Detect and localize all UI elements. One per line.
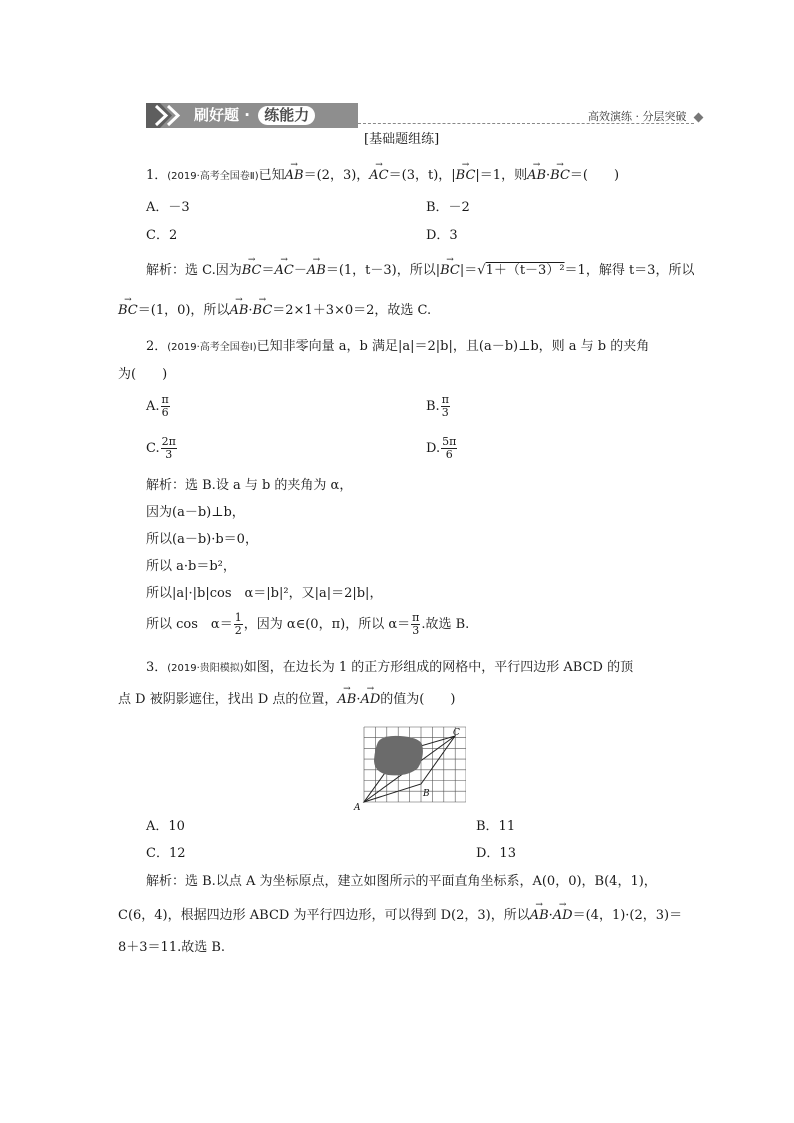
q2-solution-5: 所以|a|·|b|cos α＝|b|²，又|a|＝2|b|，	[146, 586, 383, 601]
q1-solution-text: ＝(1，0)，所以	[137, 303, 230, 318]
frac-den: 3	[441, 406, 449, 420]
q1-solution-text: ＝(1，t－3)，所以|	[325, 263, 441, 278]
q1-option-a[interactable]: A．－3	[146, 200, 190, 215]
q2-option-d[interactable]	[426, 436, 458, 461]
q1-solution-text: ＝2×1＋3×0＝2，故选 C.	[272, 303, 432, 318]
q1-text: |＝1，则	[475, 168, 528, 183]
vector-bc: → BC	[456, 169, 476, 184]
q2-solution-1: 解析：选 B.设 a 与 b 的夹角为 α，	[146, 478, 353, 493]
q2-text: 已知非零向量 a，b 满足|a|＝2|b|，且(a－b)⊥b，则 a 与 b 的夹角	[256, 339, 650, 354]
q3-solution-text: C(6，4)，根据四边形 ABCD 为平行四边形，可以得到 D(2，3)，所以	[118, 908, 530, 923]
vector-ab: → AB	[307, 264, 326, 279]
q2-solution-6	[146, 612, 469, 637]
section-title: [基础题组练]	[364, 132, 440, 147]
q3-text: ·	[356, 692, 361, 707]
fraction	[441, 394, 450, 419]
label-b: B	[423, 789, 430, 799]
banner-title-part1: 刷好题	[194, 106, 240, 124]
q1-solution-text: 解析：选 C.因为	[146, 263, 242, 278]
q3-option-b[interactable]: B．11	[476, 819, 516, 834]
q1-text: ＝( )	[569, 168, 620, 183]
q2-stem-line1	[146, 340, 649, 355]
frac-num: 2π	[161, 435, 176, 448]
option-label: C.	[146, 441, 160, 457]
q3-stem-line1	[146, 661, 633, 676]
vector-ab: → AB	[527, 169, 546, 184]
q3-stem-line2	[118, 693, 455, 708]
frac-den: 6	[161, 406, 169, 420]
q2-solution-2: 因为(a－b)⊥b，	[146, 505, 245, 520]
q3-source: (2019·贵阳模拟)	[167, 663, 244, 674]
vector-bc: → BC	[242, 264, 262, 279]
option-label: B.	[426, 399, 440, 415]
vector-ac: → AC	[369, 169, 388, 184]
q1-source: (2019·高考全国卷Ⅱ)	[167, 171, 259, 182]
q1-text: ＝(2，3)，	[303, 168, 370, 183]
q3-solution-line3: 8＋3＝11.故选 B.	[118, 940, 226, 955]
vector-ab: → AB	[530, 909, 549, 924]
q2-solution-text: .故选 B.	[421, 617, 470, 633]
header-right-text: 高效演练 · 分层突破	[588, 110, 687, 123]
q1-solution-text: ＝1，解得 t＝3，所以	[564, 263, 695, 278]
option-label: D.	[426, 441, 441, 457]
q2-option-c[interactable]	[146, 436, 178, 461]
vector-bc: → BC	[118, 304, 138, 319]
shaded-blob	[374, 736, 423, 775]
q2-source: (2019·高考全国卷Ⅰ)	[167, 342, 257, 353]
q1-text: 已知	[258, 168, 285, 183]
vector-bc: → BC	[550, 169, 570, 184]
q1-solution-text: －	[293, 263, 307, 278]
q2-stem-line2: 为( )	[118, 367, 168, 382]
frac-num: 1	[234, 611, 242, 624]
q2-solution-3: 所以(a－b)·b＝0，	[146, 532, 258, 547]
frac-den: 6	[445, 448, 453, 462]
banner-title-dot: ·	[244, 106, 250, 124]
q1-text: ＝(3，t)，|	[388, 168, 456, 183]
q3-text: 点 D 被阴影遮住，找出 D 点的位置，	[118, 692, 338, 707]
vector-ab: → AB	[229, 304, 248, 319]
q1-solution-text: ·	[248, 303, 253, 318]
q3-solution-line2	[118, 909, 682, 924]
q1-solution-line2	[118, 304, 431, 319]
grid-figure	[352, 722, 466, 812]
fraction	[161, 436, 177, 461]
frac-den: 3	[165, 448, 173, 462]
frac-den: 2	[234, 624, 242, 638]
q1-solution-line1: 解析：选 C.因为→ BC＝→ AC－→ AB＝(1，t－3)，所以|→ BC|＝√1＋（t－3）²＝1，解得 t＝3，所以	[146, 264, 694, 279]
label-c: C	[453, 728, 460, 738]
q2-option-a[interactable]	[146, 394, 171, 419]
q1-solution-text: |＝	[459, 263, 478, 278]
q3-solution-text: ＝(4，1)·(2，3)＝	[572, 908, 683, 923]
q2-solution-text: ，因为 α∈(0，π)，所以 α＝	[243, 617, 411, 633]
double-chevron-icon	[146, 103, 196, 128]
frac-num: π	[441, 393, 449, 406]
q1-number: 1．	[146, 168, 168, 183]
q3-option-c[interactable]: C．12	[146, 846, 186, 861]
vector-ad: → AD	[360, 693, 380, 708]
q3-text: 如图，在边长为 1 的正方形组成的网格中，平行四边形 ABCD 的顶	[243, 660, 634, 675]
fraction	[411, 612, 420, 637]
q1-solution-text: ＝	[261, 263, 275, 278]
vector-ac: → AC	[275, 264, 294, 279]
q1-option-c[interactable]: C．2	[146, 228, 178, 243]
vector-bc: → BC	[440, 264, 460, 279]
vector-ad: → AD	[553, 909, 573, 924]
banner-title	[194, 104, 315, 127]
q1-option-b[interactable]: B．－2	[426, 200, 470, 215]
q2-solution-4: 所以 a·b＝b²，	[146, 559, 236, 574]
frac-num: 5π	[442, 435, 457, 448]
option-label: A.	[146, 399, 160, 415]
vector-ab: → AB	[285, 169, 304, 184]
frac-num: π	[161, 393, 169, 406]
q3-text: 的值为( )	[380, 692, 456, 707]
vector-bc: → BC	[253, 304, 273, 319]
q3-option-d[interactable]: D．13	[476, 846, 516, 861]
diamond-icon	[694, 113, 704, 123]
q3-solution-line1: 解析：选 B.以点 A 为坐标原点，建立如图所示的平面直角坐标系，A(0，0)，B(4，1)，	[146, 874, 657, 889]
frac-num: π	[412, 611, 420, 624]
fraction	[234, 612, 243, 637]
q1-stem	[146, 169, 619, 184]
q3-number: 3．	[146, 660, 168, 675]
q2-solution-text: 所以 cos α＝	[146, 617, 233, 633]
q3-option-a[interactable]: A．10	[146, 819, 185, 834]
frac-den: 3	[412, 624, 420, 638]
q2-number: 2．	[146, 339, 168, 354]
fraction	[441, 436, 457, 461]
label-a: A	[354, 803, 361, 812]
q2-option-b[interactable]	[426, 394, 451, 419]
fraction	[161, 394, 170, 419]
sqrt-expression: 1＋（t－3）²	[485, 263, 565, 278]
q1-option-d[interactable]: D．3	[426, 228, 458, 243]
vector-ab: → AB	[337, 693, 356, 708]
q1-text: ·	[546, 168, 551, 183]
q3-solution-text: ·	[548, 908, 553, 923]
banner-title-part2: 练能力	[258, 106, 315, 125]
